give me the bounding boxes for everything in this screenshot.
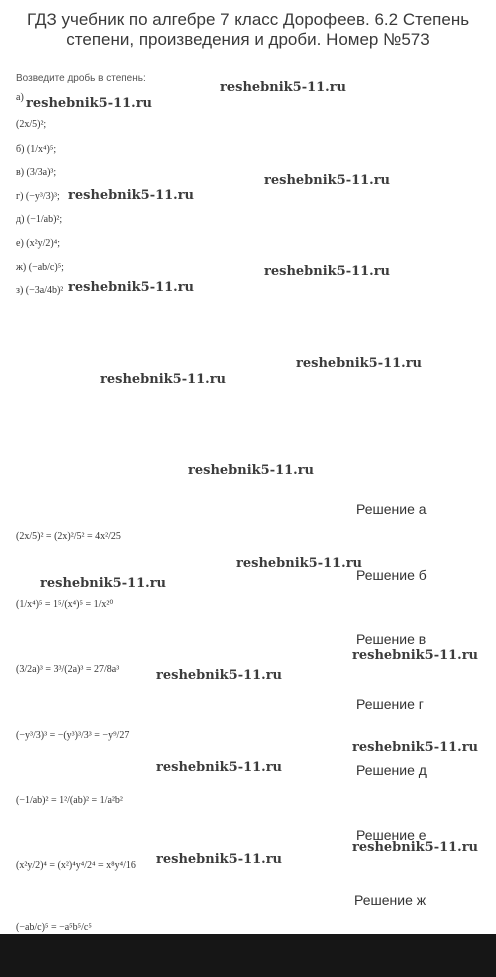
solution-label-d: Решение д [356,762,427,778]
title-line-1: ГДЗ учебник по алгебре 7 класс Дорофеев. 6.2 Степень [26,10,470,29]
watermark: reshebnik5-11.ru [220,80,347,95]
task-item-a: а) [16,92,24,103]
watermark: reshebnik5-11.ru [188,463,315,478]
watermark: reshebnik5-11.ru [156,668,283,683]
watermark: reshebnik5-11.ru [352,840,479,855]
solution-equation-d: (−1/ab)² = 1²/(ab)² = 1/a²b² [16,795,123,806]
solution-equation-g: (−y³/3)³ = −(y³)³/3³ = −y⁹/27 [16,730,130,741]
task-item-b: б) (1/x⁴)⁵; [16,144,57,155]
solution-equation-a: (2x/5)² = (2x)²/5² = 4x²/25 [16,531,121,542]
watermark: reshebnik5-11.ru [26,96,153,111]
watermark: reshebnik5-11.ru [296,356,423,371]
solution-equation-e: (x²y/2)⁴ = (x²)⁴y⁴/2⁴ = x⁸y⁴/16 [16,860,136,871]
watermark: reshebnik5-11.ru [68,188,195,203]
solution-label-g: Решение г [356,696,424,712]
watermark: reshebnik5-11.ru [264,264,391,279]
task-item-g: г) (−y³/3)³; [16,191,60,202]
solution-equation-b: (1/x⁴)⁵ = 1⁵/(x⁴)⁵ = 1/x²⁰ [16,599,114,610]
solution-equation-zh: (−ab/c)⁵ = −a⁵b⁵/c⁵ [16,922,92,933]
task-intro: Возведите дробь в степень: [16,73,146,84]
watermark: reshebnik5-11.ru [156,852,283,867]
solution-label-v: Решение в [356,631,427,647]
task-item-z: з) (−3a/4b)² [16,285,64,296]
watermark: reshebnik5-11.ru [352,648,479,663]
task-item-d: д) (−1/ab)²; [16,214,63,225]
watermark: reshebnik5-11.ru [40,576,167,591]
watermark: reshebnik5-11.ru [156,760,283,775]
page-title [0,10,496,50]
task-item-zh: ж) (−ab/c)⁵; [16,262,64,273]
watermark: reshebnik5-11.ru [352,740,479,755]
watermark: reshebnik5-11.ru [68,280,195,295]
task-item-a-expr: (2x/5)²; [16,119,47,130]
solution-equation-v: (3/2a)³ = 3³/(2a)³ = 27/8a³ [16,664,120,675]
solution-label-zh: Решение ж [354,892,427,908]
watermark: reshebnik5-11.ru [100,372,227,387]
title-line-2: степени, произведения и дроби. Номер №573 [66,30,430,49]
bottom-bar [0,934,496,977]
watermark: reshebnik5-11.ru [264,173,391,188]
task-item-e: е) (x²y/2)⁴; [16,238,60,249]
solution-label-e: Решение е [356,827,427,843]
watermark: reshebnik5-11.ru [236,556,363,571]
task-item-v: в) (3/3a)³; [16,167,57,178]
solution-label-a: Решение а [356,501,427,517]
solution-label-b: Решение б [356,567,427,583]
